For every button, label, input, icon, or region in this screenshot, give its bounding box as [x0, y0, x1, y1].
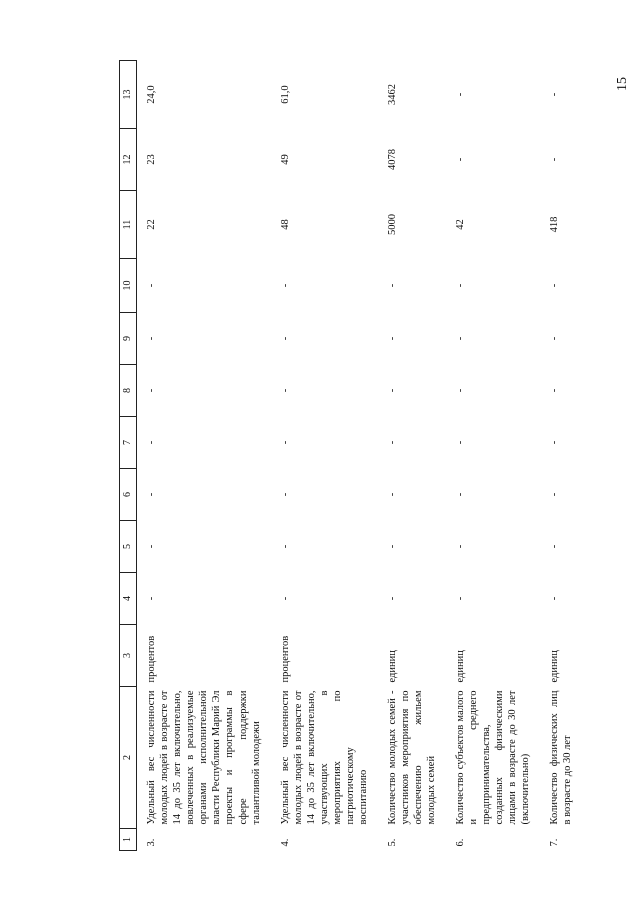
table-row — [446, 61, 540, 851]
row-unit: единиц — [386, 650, 398, 683]
value-cell: - — [454, 440, 466, 445]
header-cell: 5 — [120, 521, 137, 573]
value-cell: - — [548, 336, 560, 341]
value-cell: - — [548, 157, 560, 162]
header-row — [120, 61, 137, 851]
value-cell: - — [386, 440, 398, 445]
row-unit: процентов — [279, 635, 291, 683]
value-cell: 4078 — [386, 149, 398, 170]
table-row — [271, 61, 378, 851]
row-description: Удельный вес численности молодых людей в возрасте от 14 до 35 лет включительно, участвующих в мероприятиях по патриотическому воспитанию — [279, 690, 369, 825]
value-cell: - — [386, 544, 398, 549]
value-cell: - — [454, 283, 466, 288]
value-cell: - — [454, 596, 466, 601]
value-cell: - — [386, 596, 398, 601]
value-cell: - — [386, 336, 398, 341]
row-unit: процентов — [146, 635, 158, 683]
value-cell: - — [146, 596, 158, 601]
value-cell: 49 — [279, 154, 291, 165]
value-cell: - — [454, 92, 466, 97]
value-cell: - — [454, 492, 466, 497]
value-cell: - — [548, 492, 560, 497]
value-cell: 3462 — [386, 84, 398, 105]
row-description: Удельный вес численности молодых людей в возрасте от 14 до 35 лет включительно, вовлеченных в реализуемые органами исполнительной власти Республики Марий Эл проекты и программы в сфере поддержки талантливой молодежи — [146, 690, 262, 825]
row-description: Количество субъектов малого и среднего предпринимательства, созданных физическими лицами в возрасте до 30 лет (включительно) — [454, 690, 531, 825]
value-cell: - — [146, 388, 158, 393]
value-cell: - — [454, 336, 466, 341]
value-cell: - — [279, 440, 291, 445]
value-cell: - — [548, 544, 560, 549]
header-cell: 11 — [120, 191, 137, 259]
page-number: 15 — [615, 77, 630, 91]
value-cell: - — [454, 157, 466, 162]
value-cell: - — [279, 283, 291, 288]
value-cell: - — [548, 596, 560, 601]
value-cell: - — [386, 388, 398, 393]
row-unit: единиц — [454, 650, 466, 683]
value-cell: - — [548, 92, 560, 97]
value-cell: - — [454, 544, 466, 549]
row-description: Количество физических лиц в возрасте до 30 лет — [548, 690, 573, 825]
header-cell: 8 — [120, 365, 137, 417]
row-number: 6. — [454, 838, 466, 847]
table-row — [137, 61, 271, 851]
value-cell: - — [548, 283, 560, 288]
row-number: 4. — [279, 838, 291, 847]
header-cell: 12 — [120, 129, 137, 191]
value-cell: - — [386, 492, 398, 497]
row-description: Количество молодых семей - участников мероприятия по обеспечению жильем молодых семей — [386, 690, 437, 825]
row-number: 5. — [386, 838, 398, 847]
value-cell: - — [548, 388, 560, 393]
value-cell: 23 — [146, 154, 158, 165]
rotated-table-container — [119, 61, 619, 851]
value-cell: - — [279, 492, 291, 497]
table-row — [378, 61, 446, 851]
value-cell: - — [146, 492, 158, 497]
value-cell: 24,0 — [146, 85, 158, 104]
table-row — [540, 61, 582, 851]
value-cell: - — [454, 388, 466, 393]
value-cell: 22 — [146, 219, 158, 230]
value-cell: - — [548, 440, 560, 445]
header-cell: 3 — [120, 625, 137, 687]
row-number: 3. — [146, 838, 158, 847]
value-cell: - — [146, 336, 158, 341]
value-cell: - — [279, 544, 291, 549]
value-cell: 42 — [454, 219, 466, 230]
value-cell: 5000 — [386, 214, 398, 235]
header-cell: 2 — [120, 687, 137, 829]
value-cell: 48 — [279, 219, 291, 230]
header-cell: 6 — [120, 469, 137, 521]
header-cell: 4 — [120, 573, 137, 625]
value-cell: - — [146, 440, 158, 445]
row-unit: единиц — [548, 650, 560, 683]
header-cell: 9 — [120, 313, 137, 365]
value-cell: - — [279, 336, 291, 341]
header-cell: 1 — [120, 829, 137, 851]
header-cell: 13 — [120, 61, 137, 129]
header-cell: 10 — [120, 259, 137, 313]
value-cell: - — [279, 388, 291, 393]
value-cell: - — [386, 283, 398, 288]
row-number: 7. — [548, 838, 560, 847]
indicators-table — [119, 60, 582, 851]
header-cell: 7 — [120, 417, 137, 469]
value-cell: - — [279, 596, 291, 601]
value-cell: - — [146, 544, 158, 549]
value-cell: - — [146, 283, 158, 288]
value-cell: 61,0 — [279, 85, 291, 104]
value-cell: 418 — [548, 216, 560, 233]
